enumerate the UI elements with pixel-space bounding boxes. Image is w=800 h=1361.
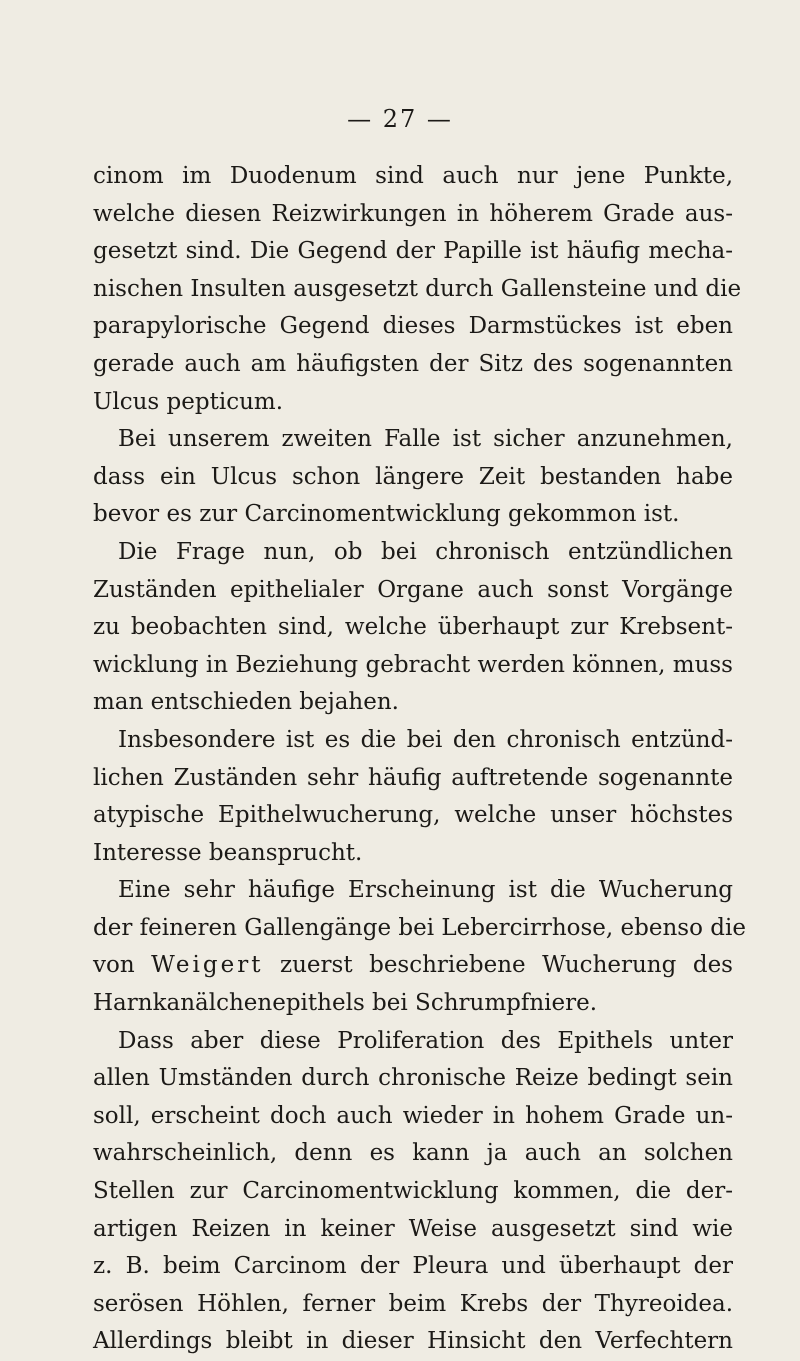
text-line: Eine sehr häufige Erscheinung ist die Wucherung	[118, 877, 733, 904]
text-line: serösen Höhlen, ferner beim Krebs der Thyreoidea.	[93, 1290, 733, 1317]
text-line: bevor es zur Carcinomentwicklung gekommon ist.	[93, 501, 680, 528]
text-line: welche diesen Reizwirkungen in höherem Grade aus-	[93, 200, 733, 227]
text-line: z. B. beim Carcinom der Pleura und überhaupt der	[93, 1253, 733, 1280]
text-line: Insbesondere ist es die bei den chronisch entzünd-	[118, 726, 733, 753]
text-line: soll, erscheint doch auch wieder in hohem Grade un-	[93, 1102, 733, 1129]
text-line: zu beobachten sind, welche überhaupt zur Krebsent-	[93, 614, 733, 641]
text-line: artigen Reizen in keiner Weise ausgesetzt sind wie	[93, 1215, 733, 1242]
text-line: Stellen zur Carcinomentwicklung kommen, die der-	[93, 1178, 733, 1205]
text-line: gesetzt sind. Die Gegend der Papille ist häufig mecha-	[93, 238, 733, 265]
text-line: Die Frage nun, ob bei chronisch entzündlichen	[118, 538, 733, 565]
text-fragment: zuerst beschriebene Wucherung des	[280, 952, 733, 979]
text-line: gerade auch am häufigsten der Sitz des sogenannten	[93, 350, 733, 377]
text-line: wahrscheinlich, denn es kann ja auch an solchen	[93, 1140, 733, 1167]
text-line: allen Umständen durch chronische Reize bedingt sein	[93, 1065, 733, 1092]
text-line: dass ein Ulcus schon längere Zeit bestanden habe	[93, 463, 733, 490]
body-text	[93, 158, 746, 1361]
text-line: cinom im Duodenum sind auch nur jene Punkte,	[93, 163, 733, 189]
text-line: man entschieden bejahen.	[93, 689, 399, 716]
page-number: — 27 —	[347, 105, 453, 133]
text-line: Ulcus pepticum.	[93, 388, 284, 415]
text-line: nischen Insulten ausgesetzt durch Gallensteine und die	[93, 275, 742, 302]
text-line: Bei unserem zweiten Falle ist sicher anzunehmen,	[118, 426, 733, 453]
text-line: wicklung in Beziehung gebracht werden können, muss	[93, 651, 733, 678]
text-line: lichen Zuständen sehr häufig auftretende sogenannte	[93, 764, 733, 791]
text-line: der feineren Gallengänge bei Lebercirrhose, ebenso die	[93, 914, 746, 941]
text-line: parapylorische Gegend dieses Darmstückes ist eben	[93, 313, 733, 340]
text-line: Zuständen epithelialer Organe auch sonst Vorgänge	[93, 576, 733, 603]
text-line: atypische Epithelwucherung, welche unser höchstes	[93, 802, 733, 829]
text-line: Allerdings bleibt in dieser Hinsicht den Verfechtern	[93, 1328, 733, 1355]
text-line-weigert	[93, 947, 733, 985]
text-line: Dass aber diese Proliferation des Epithels unter	[118, 1027, 733, 1054]
author-name: Weigert	[151, 952, 264, 979]
text-line: Harnkanälchenepithels bei Schrumpfniere.	[93, 990, 598, 1017]
text-line: Interesse beansprucht.	[93, 839, 363, 866]
text-fragment: von	[93, 952, 135, 979]
